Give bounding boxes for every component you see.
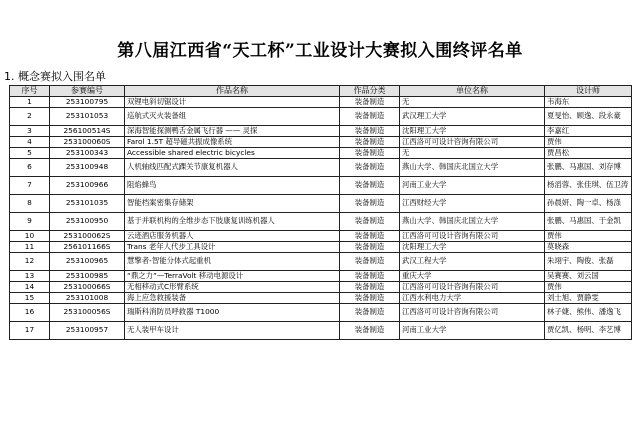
- cell-code: 253100950: [50, 213, 125, 231]
- cell-category: 装备制造: [340, 282, 400, 293]
- cell-unit: 江西洛可可设计咨询有限公司: [400, 137, 545, 148]
- cell-code: 253100060S: [50, 137, 125, 148]
- table-row: [10, 137, 632, 148]
- cell-no: 15: [10, 293, 50, 304]
- cell-unit: 沈阳理工大学: [400, 126, 545, 137]
- cell-code: 253100948: [50, 159, 125, 177]
- cell-name: 深海智能探测鸭舌金属飞行器 —— 灵探: [125, 126, 340, 137]
- cell-name: 阻焰蜂鸟: [125, 177, 340, 195]
- cell-category: 装备制造: [340, 177, 400, 195]
- cell-no: 9: [10, 213, 50, 231]
- cell-category: 装备制造: [340, 97, 400, 108]
- cell-category: 装备制造: [340, 253, 400, 271]
- cell-name: 双锂电斜切锯设计: [125, 97, 340, 108]
- cell-unit: 江西洛可可设计咨询有限公司: [400, 231, 545, 242]
- cell-name: 云迹酒店服务机器人: [125, 231, 340, 242]
- cell-no: 16: [10, 304, 50, 322]
- cell-code: 253100985: [50, 271, 125, 282]
- cell-unit: 无: [400, 148, 545, 159]
- cell-code: 253100066S: [50, 282, 125, 293]
- cell-no: 3: [10, 126, 50, 137]
- table-row: [10, 108, 632, 126]
- header-name: 作品名称: [125, 86, 340, 97]
- cell-code: 253100795: [50, 97, 125, 108]
- cell-designer: 林子婕、熊伟、潘逸飞: [545, 304, 632, 322]
- page-title: 第八届江西省“天工杯”工业设计大赛拟入围终评名单: [117, 41, 523, 61]
- cell-no: 6: [10, 159, 50, 177]
- section-heading: 1. 概念赛拟入围名单: [4, 70, 106, 83]
- cell-name: Trans 老年人代步工具设计: [125, 242, 340, 253]
- table-row: [10, 231, 632, 242]
- cell-category: 装备制造: [340, 293, 400, 304]
- cell-unit: 无: [400, 97, 545, 108]
- cell-name: 巡航式灭火装备组: [125, 108, 340, 126]
- table-row: [10, 126, 632, 137]
- table-row: [10, 271, 632, 282]
- table-header-row: [10, 86, 632, 97]
- cell-unit: 沈阳理工大学: [400, 242, 545, 253]
- cell-designer: 贾昌松: [545, 148, 632, 159]
- cell-category: 装备制造: [340, 137, 400, 148]
- cell-unit: 燕山大学、韩国庆北国立大学: [400, 159, 545, 177]
- cell-designer: 韦海东: [545, 97, 632, 108]
- cell-name: 慧擎者-智能分体式起重机: [125, 253, 340, 271]
- cell-code: 253100957: [50, 322, 125, 340]
- header-code: 参赛编号: [50, 86, 125, 97]
- cell-code: 253101035: [50, 195, 125, 213]
- cell-unit: 燕山大学、韩国庆北国立大学: [400, 213, 545, 231]
- cell-category: 装备制造: [340, 195, 400, 213]
- cell-no: 2: [10, 108, 50, 126]
- cell-designer: 贾伟: [545, 137, 632, 148]
- cell-name: 无相移动式C形臂系统: [125, 282, 340, 293]
- cell-category: 装备制造: [340, 213, 400, 231]
- cell-category: 装备制造: [340, 304, 400, 322]
- cell-unit: 河南工业大学: [400, 177, 545, 195]
- cell-no: 14: [10, 282, 50, 293]
- cell-code: 253101008: [50, 293, 125, 304]
- cell-name: 人机轴线匹配式踝关节康复机器人: [125, 159, 340, 177]
- cell-no: 17: [10, 322, 50, 340]
- table-row: [10, 177, 632, 195]
- cell-no: 5: [10, 148, 50, 159]
- cell-unit: 河南工业大学: [400, 322, 545, 340]
- cell-unit: 武汉理工大学: [400, 108, 545, 126]
- cell-category: 装备制造: [340, 108, 400, 126]
- cell-code: 253100966: [50, 177, 125, 195]
- cell-name: 无人装甲车设计: [125, 322, 340, 340]
- cell-code: 256101166S: [50, 242, 125, 253]
- cell-name: Farol 1.5T 超导磁共振成像系统: [125, 137, 340, 148]
- table-row: [10, 293, 632, 304]
- cell-category: 装备制造: [340, 271, 400, 282]
- cell-unit: 江西洛可可设计咨询有限公司: [400, 282, 545, 293]
- cell-name: “鼎之力”—TerraVolt 移动电源设计: [125, 271, 340, 282]
- cell-designer: 孙晨妍、陶一卓、杨涤: [545, 195, 632, 213]
- cell-code: 256100514S: [50, 126, 125, 137]
- table-row: [10, 304, 632, 322]
- cell-designer: 贾伟: [545, 231, 632, 242]
- table-row: [10, 195, 632, 213]
- shortlist-table: [9, 85, 632, 340]
- cell-no: 4: [10, 137, 50, 148]
- cell-unit: 武汉工程大学: [400, 253, 545, 271]
- cell-name: Accessible shared electric bicycles: [125, 148, 340, 159]
- cell-category: 装备制造: [340, 231, 400, 242]
- table-row: [10, 253, 632, 271]
- header-unit: 单位名称: [400, 86, 545, 97]
- cell-designer: 莫晓森: [545, 242, 632, 253]
- cell-no: 1: [10, 97, 50, 108]
- table-row: [10, 322, 632, 340]
- cell-designer: 杨滔蓉、张佳琪、伍卫涛: [545, 177, 632, 195]
- cell-designer: 朱翊宇、陶俊、张磊: [545, 253, 632, 271]
- cell-designer: 贾伟: [545, 282, 632, 293]
- header-no: 序号: [10, 86, 50, 97]
- cell-name: 海上应急救援装备: [125, 293, 340, 304]
- cell-code: 253100965: [50, 253, 125, 271]
- cell-designer: 张鹏、马惠国、于金凯: [545, 213, 632, 231]
- cell-category: 装备制造: [340, 126, 400, 137]
- cell-unit: 江西洛可可设计咨询有限公司: [400, 304, 545, 322]
- cell-name: 智能档案密集存储架: [125, 195, 340, 213]
- cell-designer: 刘士旭、贾静雯: [545, 293, 632, 304]
- table-row: [10, 242, 632, 253]
- cell-name: 基于并联机构的全维步态下肢康复训练机器人: [125, 213, 340, 231]
- cell-unit: 重庆大学: [400, 271, 545, 282]
- table-row: [10, 282, 632, 293]
- cell-code: 253100062S: [50, 231, 125, 242]
- header-category: 作品分类: [340, 86, 400, 97]
- table-row: [10, 159, 632, 177]
- cell-category: 装备制造: [340, 159, 400, 177]
- header-designer: 设计师: [545, 86, 632, 97]
- table-row: [10, 213, 632, 231]
- cell-category: 装备制造: [340, 242, 400, 253]
- cell-unit: 江西财经大学: [400, 195, 545, 213]
- cell-designer: 贾亿凯、杨明、李艺博: [545, 322, 632, 340]
- cell-no: 10: [10, 231, 50, 242]
- cell-designer: 张鹏、马惠国、刘存博: [545, 159, 632, 177]
- cell-designer: 夏旻怡、顾逸、段永豪: [545, 108, 632, 126]
- cell-code: 253100343: [50, 148, 125, 159]
- cell-no: 13: [10, 271, 50, 282]
- cell-no: 7: [10, 177, 50, 195]
- table-row: [10, 97, 632, 108]
- cell-no: 11: [10, 242, 50, 253]
- cell-category: 装备制造: [340, 148, 400, 159]
- cell-code: 253101053: [50, 108, 125, 126]
- cell-code: 253100056S: [50, 304, 125, 322]
- cell-unit: 江西水利电力大学: [400, 293, 545, 304]
- table-row: [10, 148, 632, 159]
- cell-designer: 李嘉红: [545, 126, 632, 137]
- cell-category: 装备制造: [340, 322, 400, 340]
- cell-no: 8: [10, 195, 50, 213]
- cell-name: 瑞斯科消防员呼救器 T1000: [125, 304, 340, 322]
- cell-designer: 吴赛赛、刘云国: [545, 271, 632, 282]
- cell-no: 12: [10, 253, 50, 271]
